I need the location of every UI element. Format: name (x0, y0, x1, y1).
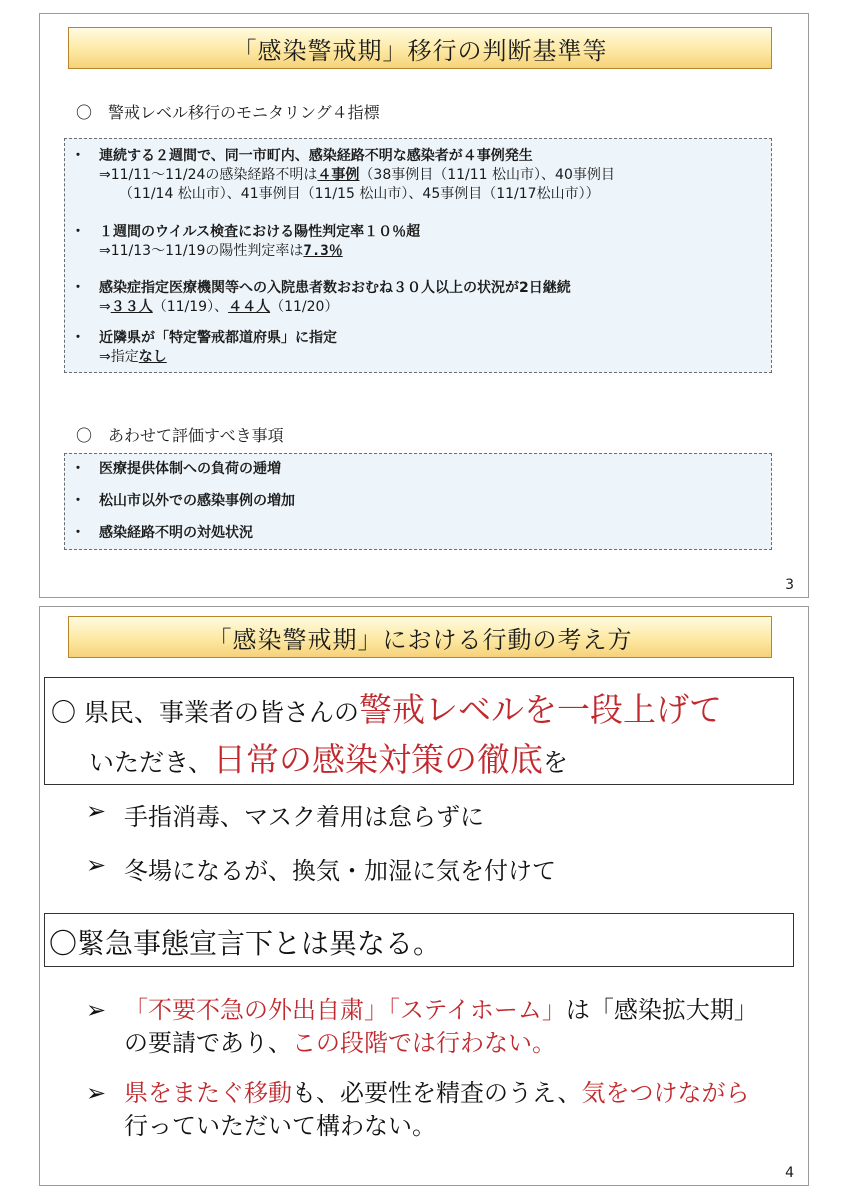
emphasis-text: 警戒レベルを一段上げて (358, 690, 722, 729)
point-text: 手指消毒、マスク着用は怠らずに (124, 803, 484, 831)
page-number: 3 (785, 577, 794, 593)
point-stay-home (86, 994, 786, 1064)
emphasis-text: 「不要不急の外出自粛」「ステイホーム」 (124, 996, 566, 1024)
slide-3 (39, 13, 809, 598)
evaluation-item-text: 松山市以外での感染事例の増加 (99, 493, 295, 509)
alert-level-line2 (89, 734, 568, 781)
indicator-detail (99, 166, 763, 185)
arrow-bullet-icon: ➢ (86, 851, 107, 879)
slide-title: 「感染警戒期」における行動の考え方 (68, 616, 772, 658)
detail-text: ⇒ (99, 299, 111, 315)
evaluation-item-text: 医療提供体制への負荷の逓増 (99, 461, 281, 477)
point-ventilation (86, 851, 766, 885)
alert-level-box (44, 677, 794, 785)
box-text: を (543, 748, 569, 777)
bullet: ・ (71, 461, 85, 477)
detail-text: （38事例目（11/11 松山市）、40事例目 (359, 167, 615, 183)
detail-text: （11/20） (270, 299, 339, 315)
bullet: ・ (71, 525, 85, 541)
section-heading-monitoring: 〇 警戒レベル移行のモニタリング４指標 (76, 103, 380, 122)
emphasis-text: 県をまたぐ移動 (124, 1079, 292, 1107)
bullet: ・ (71, 280, 85, 296)
indicator-detail (99, 242, 763, 261)
detail-text: ⇒指定 (99, 349, 139, 365)
box-text: 〇 県民、事業者の皆さんの (51, 698, 359, 727)
page-number: 4 (785, 1165, 794, 1181)
indicator-headline: 近隣県が「特定警戒都道府県」に指定 (99, 330, 337, 346)
indicator-headline: 連続する２週間で、同一市町内、感染経路不明な感染者が４事例発生 (99, 148, 533, 164)
detail-emphasis: ４４人 (228, 299, 271, 315)
slide-4 (39, 606, 809, 1186)
box-text: いただき、 (89, 748, 214, 777)
indicator-detail (99, 348, 763, 367)
detail-text: （11/19）、 (152, 299, 229, 315)
indicator-headline: 感染症指定医療機関等への入院患者数おおむね３０人以上の状況が2日継続 (99, 280, 571, 296)
arrow-bullet-icon: ➢ (86, 996, 107, 1024)
detail-text: ⇒11/13～11/19の陽性判定率は (99, 243, 304, 259)
point-text (124, 994, 758, 1027)
point-text-continued: 行っていただいて構わない。 (124, 1112, 436, 1140)
monitoring-indicators-box (64, 138, 772, 373)
indicator-detail (99, 298, 763, 317)
emphasis-text: 気をつけながら (581, 1079, 750, 1107)
emergency-declaration-text: 〇緊急事態宣言下とは異なる。 (49, 927, 442, 960)
detail-emphasis: ４事例 (317, 167, 360, 183)
point-text-continued (124, 1027, 556, 1060)
emergency-declaration-box (44, 913, 794, 967)
emphasis-text: 日常の感染対策の徹底 (213, 740, 544, 779)
point-text-segment: の要請であり、 (124, 1029, 292, 1057)
indicator-detail-continued: （11/14 松山市）、41事例目（11/15 松山市）、45事例目（11/17松山市）） (119, 186, 600, 202)
evaluation-item-text: 感染経路不明の対処状況 (99, 525, 253, 541)
bullet: ・ (71, 493, 85, 509)
arrow-bullet-icon: ➢ (86, 1079, 107, 1107)
arrow-bullet-icon: ➢ (86, 797, 107, 825)
point-cross-prefecture (86, 1077, 786, 1147)
point-text-segment: は「感染拡大期」 (565, 996, 758, 1024)
point-text (124, 1077, 749, 1110)
bullet: ・ (71, 224, 85, 240)
evaluation-items-box (64, 453, 772, 550)
detail-emphasis: ３３人 (110, 299, 153, 315)
slide-title: 「感染警戒期」移行の判断基準等 (68, 27, 772, 69)
bullet: ・ (71, 330, 85, 346)
detail-text: ⇒11/11～11/24の感染経路不明は (99, 167, 318, 183)
indicator-headline: １週間のウイルス検査における陽性判定率１０％超 (99, 224, 421, 240)
bullet: ・ (71, 148, 85, 164)
point-hand-hygiene (86, 797, 766, 831)
alert-level-line1 (51, 684, 722, 731)
detail-emphasis: なし (138, 349, 167, 365)
section-heading-evaluation: 〇 あわせて評価すべき事項 (76, 426, 284, 445)
emphasis-text: この段階では行わない。 (292, 1029, 556, 1057)
point-text: 冬場になるが、換気・加湿に気を付けて (124, 857, 556, 885)
point-text-segment: も、必要性を精査のうえ、 (292, 1079, 582, 1107)
detail-emphasis: 7.3％ (303, 243, 343, 259)
